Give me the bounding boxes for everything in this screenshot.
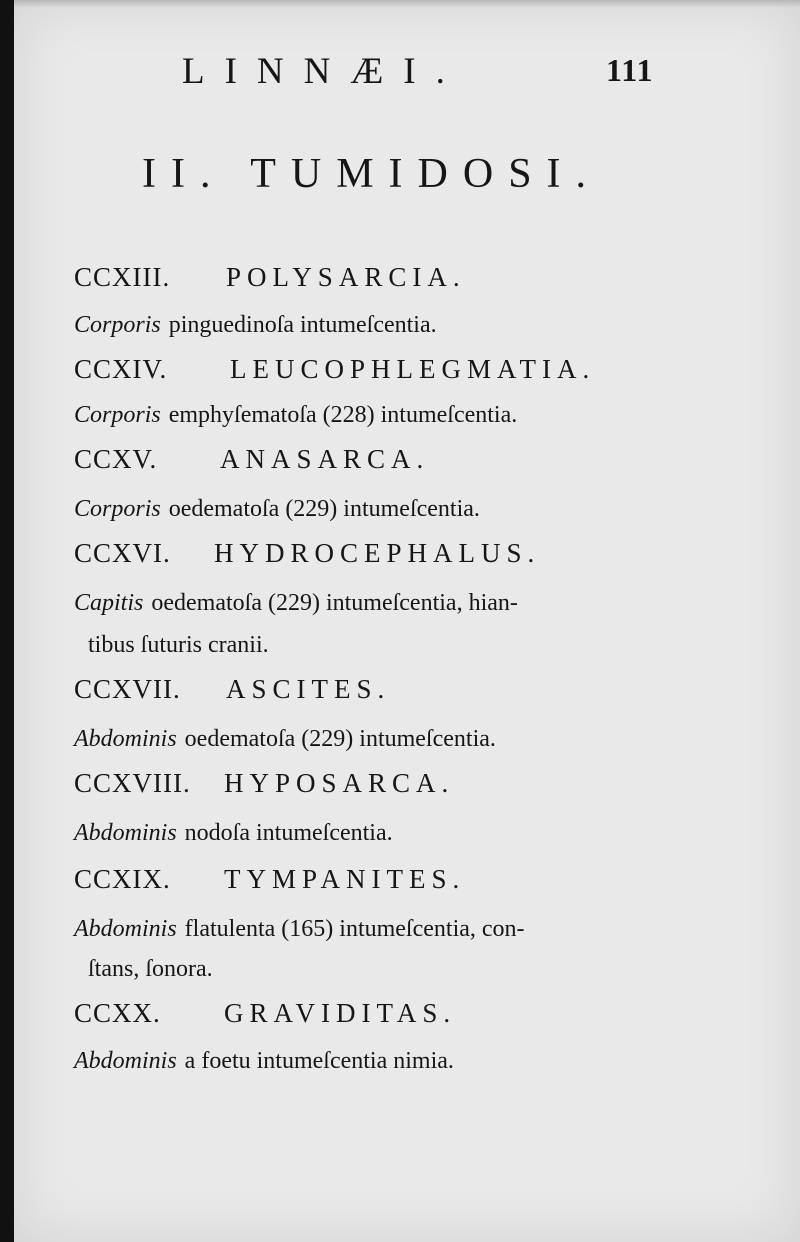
entry-heading — [74, 768, 191, 799]
entry-definition-text: oedematoſa (229) intumeſcentia, hian- — [151, 590, 518, 616]
entry-definition — [74, 726, 496, 753]
entry-heading — [74, 538, 171, 569]
entry-heading — [74, 444, 157, 475]
entry-name: HYPOSARCA. — [224, 768, 455, 798]
entry-number: CCXIV. — [74, 354, 168, 384]
book-page — [14, 0, 800, 1242]
entry-term: Abdominis — [74, 916, 177, 942]
entry-name: ANASARCA. — [220, 444, 430, 474]
entry-definition-text: nodoſa intumeſcentia. — [184, 820, 393, 846]
page-number: 111 — [606, 52, 654, 88]
entry-definition — [74, 1048, 454, 1075]
entry-term: Corporis — [74, 402, 161, 428]
entry-name: LEUCOPHLEGMATIA. — [230, 354, 596, 384]
entry-name: GRAVIDITAS. — [224, 998, 457, 1028]
entry-name: POLYSARCIA. — [226, 262, 466, 292]
entry-number: CCXVII. — [74, 674, 181, 704]
entry-number: CCXVI. — [74, 538, 171, 568]
entry-definition — [74, 916, 525, 943]
entry-definition — [74, 402, 517, 429]
entry-definition-continued: ſtans, ſonora. — [88, 956, 213, 982]
entry-name: HYDROCEPHALUS. — [214, 538, 541, 568]
entry-term: Corporis — [74, 496, 161, 522]
entry-term: Abdominis — [74, 726, 177, 752]
entry-heading — [74, 864, 171, 895]
running-head: LINNÆI. — [182, 51, 465, 92]
entry-heading — [74, 262, 170, 293]
entry-number: CCXVIII. — [74, 768, 191, 798]
entry-number: CCXV. — [74, 444, 158, 474]
entry-definition — [74, 590, 518, 617]
entry-definition-text: pinguedinoſa intumeſcentia. — [168, 312, 437, 338]
entry-term: Abdominis — [74, 820, 177, 846]
entry-heading — [74, 998, 161, 1029]
entry-name: ASCITES. — [226, 674, 391, 704]
entry-definition-text: a foetu intumeſcentia nimia. — [184, 1048, 454, 1074]
entry-number: CCXIII. — [74, 262, 171, 292]
entry-term: Abdominis — [74, 1048, 177, 1074]
entry-definition — [74, 496, 480, 523]
entry-definition-text: flatulenta (165) intumeſcentia, con- — [184, 916, 525, 942]
entry-number: CCXX. — [74, 998, 161, 1028]
entry-number: CCXIX. — [74, 864, 171, 894]
entry-definition-continued: tibus ſuturis cranii. — [88, 632, 269, 658]
section-title: II. TUMIDOSI. — [142, 151, 602, 197]
entry-definition — [74, 820, 393, 847]
entry-definition-text: oedematoſa (229) intumeſcentia. — [184, 726, 496, 752]
entry-definition — [74, 312, 437, 339]
entry-heading — [74, 674, 181, 705]
entry-term: Corporis — [74, 312, 161, 338]
entry-definition-text: emphyſematoſa (228) intumeſcentia. — [168, 402, 518, 428]
entry-name: TYMPANITES. — [224, 864, 466, 894]
entry-term: Capitis — [74, 590, 144, 616]
entry-heading — [74, 354, 167, 385]
entry-definition-text: oedematoſa (229) intumeſcentia. — [168, 496, 480, 522]
